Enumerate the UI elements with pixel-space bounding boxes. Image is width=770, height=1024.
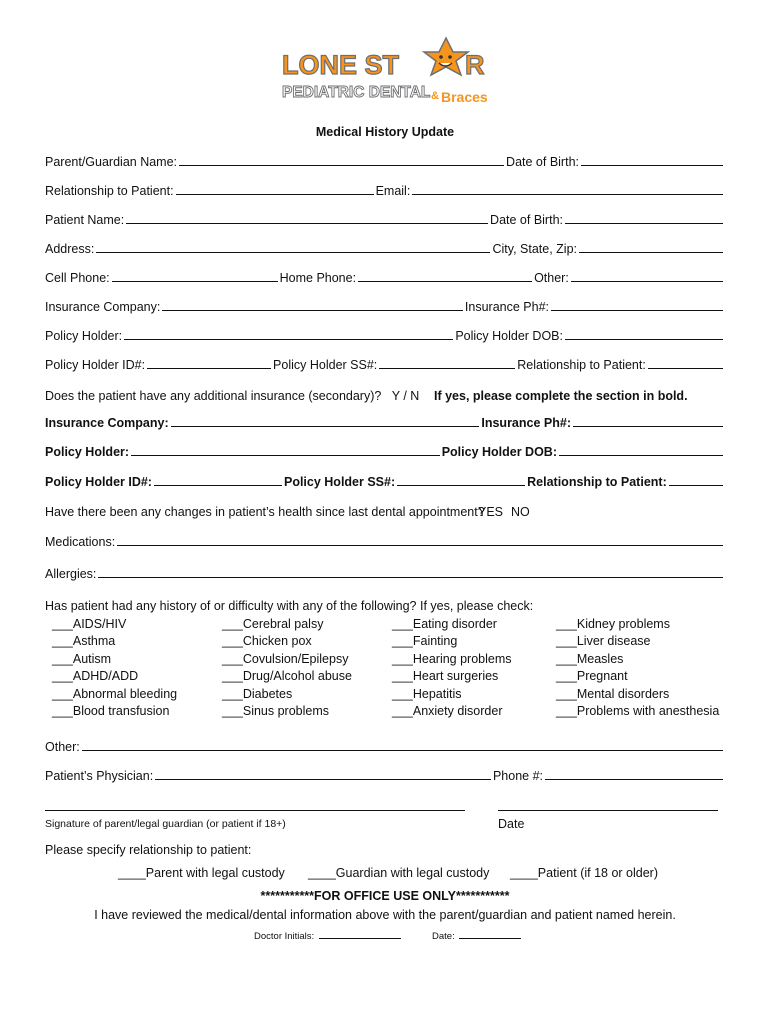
- condition-checkbox[interactable]: ___Eating disorder: [392, 617, 497, 631]
- guardian-name-field[interactable]: [179, 165, 504, 166]
- secondary-policy-holder-field[interactable]: [131, 455, 440, 456]
- guardian-name-label: Parent/Guardian Name:: [45, 155, 178, 169]
- logo-line2: PEDIATRIC DENTAL: [282, 84, 431, 101]
- conditions-column-3: [392, 617, 512, 721]
- secondary-policy-holder-label: Policy Holder:: [45, 445, 130, 459]
- policy-holder-id-label: Policy Holder ID#:: [45, 358, 146, 372]
- relationship-option-parent[interactable]: ____Parent with legal custody: [118, 866, 285, 880]
- insurance-company-label: Insurance Company:: [45, 300, 161, 314]
- health-changes-no[interactable]: NO: [511, 505, 530, 519]
- relationship-email-row: [45, 184, 725, 198]
- email-field[interactable]: [412, 194, 723, 195]
- secondary-policy-holder-id-field[interactable]: [154, 485, 282, 486]
- signature-date-label: Date: [498, 817, 525, 831]
- secondary-policy-holder-ss-field[interactable]: [397, 485, 525, 486]
- home-phone-label: Home Phone:: [279, 271, 357, 285]
- secondary-insurance-row: [45, 416, 725, 430]
- insurance-company-field[interactable]: [162, 310, 463, 311]
- relationship-to-patient-label: Relationship to Patient:: [517, 358, 646, 372]
- condition-checkbox[interactable]: ___Anxiety disorder: [392, 703, 503, 718]
- other-field[interactable]: [82, 750, 723, 751]
- relationship-option-guardian[interactable]: ____Guardian with legal custody: [308, 866, 490, 880]
- history-question: Has patient had any history of or difficulty with any of the following? If yes, please check:: [45, 599, 534, 613]
- policy-holder-row: [45, 329, 725, 343]
- cell-phone-field[interactable]: [112, 281, 278, 282]
- secondary-policy-holder-row: [45, 445, 725, 459]
- physician-field[interactable]: [155, 779, 491, 780]
- condition-checkbox[interactable]: ___Autism: [52, 651, 112, 666]
- conditions-column-4: [556, 617, 719, 721]
- medications-field[interactable]: [117, 545, 723, 546]
- office-use-heading: ***********FOR OFFICE USE ONLY***********: [260, 889, 510, 903]
- relationship-field[interactable]: [176, 194, 374, 195]
- secondary-policy-ids-row: [45, 475, 725, 489]
- phones-row: [45, 271, 725, 285]
- condition-checkbox[interactable]: ___AIDS/HIV: [52, 617, 127, 631]
- other-phone-label: Other:: [534, 271, 569, 285]
- secondary-question-text: Does the patient have any additional insurance (secondary)?: [45, 389, 382, 403]
- patient-name-field[interactable]: [126, 223, 488, 224]
- policy-holder-dob-field[interactable]: [565, 339, 723, 340]
- email-label: Email:: [375, 184, 411, 198]
- patient-name-label: Patient Name:: [45, 213, 125, 227]
- relationship-prompt: Please specify relationship to patient:: [45, 843, 252, 857]
- allergies-label: Allergies:: [45, 567, 97, 581]
- secondary-relationship-label: Relationship to Patient:: [527, 475, 667, 489]
- star-icon: [424, 38, 468, 75]
- lone-star-logo: [278, 36, 494, 106]
- physician-phone-label: Phone #:: [492, 769, 543, 783]
- signature-date-line[interactable]: [498, 810, 718, 811]
- logo-amp: &: [431, 90, 439, 102]
- relationship-option-patient[interactable]: ____Patient (if 18 or older): [510, 866, 659, 880]
- patient-row: [45, 213, 725, 227]
- allergies-row: [45, 567, 725, 581]
- condition-checkbox[interactable]: ___Chicken pox: [222, 634, 312, 649]
- address-row: [45, 242, 725, 256]
- condition-checkbox[interactable]: ___Diabetes: [222, 686, 293, 701]
- medications-label: Medications:: [45, 535, 116, 549]
- relationship-to-patient-field[interactable]: [648, 368, 723, 369]
- guardian-dob-field[interactable]: [581, 165, 723, 166]
- doctor-initials-field[interactable]: [319, 938, 401, 939]
- condition-checkbox[interactable]: ___Heart surgeries: [392, 669, 499, 684]
- office-date-field[interactable]: [459, 938, 521, 939]
- other-phone-field[interactable]: [571, 281, 723, 282]
- address-label: Address:: [45, 242, 95, 256]
- signature-line[interactable]: [45, 810, 465, 811]
- condition-checkbox[interactable]: ___Kidney problems: [556, 617, 670, 631]
- guardian-row: [45, 155, 725, 169]
- insurance-ph-label: Insurance Ph#:: [464, 300, 549, 314]
- secondary-insurance-ph-field[interactable]: [573, 426, 723, 427]
- health-changes-yes[interactable]: YES: [478, 505, 504, 519]
- city-state-zip-field[interactable]: [579, 252, 723, 253]
- cell-phone-label: Cell Phone:: [45, 271, 110, 285]
- conditions-column-2: [222, 617, 352, 721]
- health-changes-question: Have there been any changes in patient’s health since last dental appointment?: [45, 505, 485, 519]
- form-title: Medical History Update: [315, 125, 455, 139]
- doctor-initials-label: Doctor Initials:: [254, 931, 315, 942]
- insurance-row: [45, 300, 725, 314]
- secondary-relationship-field[interactable]: [669, 485, 723, 486]
- relationship-label: Relationship to Patient:: [45, 184, 174, 198]
- condition-checkbox[interactable]: ___Abnormal bleeding: [52, 686, 178, 701]
- secondary-policy-holder-dob-label: Policy Holder DOB:: [441, 445, 557, 459]
- condition-checkbox[interactable]: ___Cerebral palsy: [222, 617, 324, 631]
- policy-holder-dob-label: Policy Holder DOB:: [455, 329, 563, 343]
- policy-holder-ss-field[interactable]: [379, 368, 515, 369]
- condition-checkbox[interactable]: ___ADHD/ADD: [52, 669, 139, 684]
- condition-checkbox[interactable]: ___Drug/Alcohol abuse: [222, 669, 352, 684]
- condition-checkbox[interactable]: ___Problems with anesthesia: [556, 703, 720, 718]
- condition-checkbox[interactable]: ___Covulsion/Epilepsy: [222, 651, 349, 666]
- secondary-policy-holder-dob-field[interactable]: [559, 455, 723, 456]
- lone-star-logo-graphic: [278, 36, 494, 106]
- policy-holder-label: Policy Holder:: [45, 329, 123, 343]
- physician-phone-field[interactable]: [545, 779, 723, 780]
- other-label: Other:: [45, 740, 80, 754]
- doctor-initials: [254, 931, 401, 942]
- condition-checkbox[interactable]: ___Mental disorders: [556, 686, 670, 701]
- secondary-instruction: If yes, please complete the section in bold.: [434, 389, 688, 403]
- home-phone-field[interactable]: [358, 281, 532, 282]
- logo-braces: Braces: [441, 89, 488, 105]
- logo-line1: LONE ST: [282, 50, 400, 80]
- medications-row: [45, 535, 725, 549]
- condition-checkbox[interactable]: ___Sinus problems: [222, 703, 330, 718]
- secondary-policy-holder-id-label: Policy Holder ID#:: [45, 475, 152, 489]
- condition-checkbox[interactable]: ___Pregnant: [556, 669, 628, 684]
- city-state-zip-label: City, State, Zip:: [492, 242, 577, 256]
- condition-checkbox[interactable]: ___Measles: [556, 651, 624, 666]
- physician-label: Patient’s Physician:: [45, 769, 154, 783]
- secondary-insurance-company-label: Insurance Company:: [45, 416, 169, 430]
- office-date-label: Date:: [432, 931, 455, 942]
- policy-holder-id-field[interactable]: [147, 368, 271, 369]
- secondary-policy-holder-ss-label: Policy Holder SS#:: [283, 475, 396, 489]
- guardian-dob-label: Date of Birth:: [506, 155, 579, 169]
- policy-ids-row: [45, 358, 725, 372]
- secondary-insurance-company-field[interactable]: [171, 426, 480, 427]
- condition-checkbox[interactable]: ___Liver disease: [556, 634, 651, 649]
- insurance-ph-field[interactable]: [551, 310, 723, 311]
- secondary-question: [45, 389, 419, 403]
- office-date: [432, 931, 521, 942]
- condition-checkbox[interactable]: ___Hearing problems: [392, 651, 512, 666]
- logo-line1-end: R: [465, 50, 485, 80]
- condition-checkbox[interactable]: ___Asthma: [52, 634, 116, 649]
- conditions-column-1: [52, 617, 177, 721]
- patient-dob-field[interactable]: [565, 223, 723, 224]
- policy-holder-field[interactable]: [124, 339, 453, 340]
- policy-holder-ss-label: Policy Holder SS#:: [273, 358, 378, 372]
- signature-label: Signature of parent/legal guardian (or patient if 18+): [45, 818, 286, 830]
- physician-row: [45, 769, 725, 783]
- condition-checkbox[interactable]: ___Hepatitis: [392, 686, 462, 701]
- patient-dob-label: Date of Birth:: [490, 213, 563, 227]
- secondary-insurance-ph-label: Insurance Ph#:: [481, 416, 571, 430]
- condition-checkbox[interactable]: ___Blood transfusion: [52, 703, 170, 718]
- condition-checkbox[interactable]: ___Fainting: [392, 634, 458, 649]
- other-row: [45, 740, 725, 754]
- address-field[interactable]: [96, 252, 490, 253]
- secondary-yn-options[interactable]: Y / N: [391, 389, 420, 403]
- review-statement: I have reviewed the medical/dental information above with the parent/guardian and patient named herein.: [94, 908, 676, 922]
- allergies-field[interactable]: [98, 577, 723, 578]
